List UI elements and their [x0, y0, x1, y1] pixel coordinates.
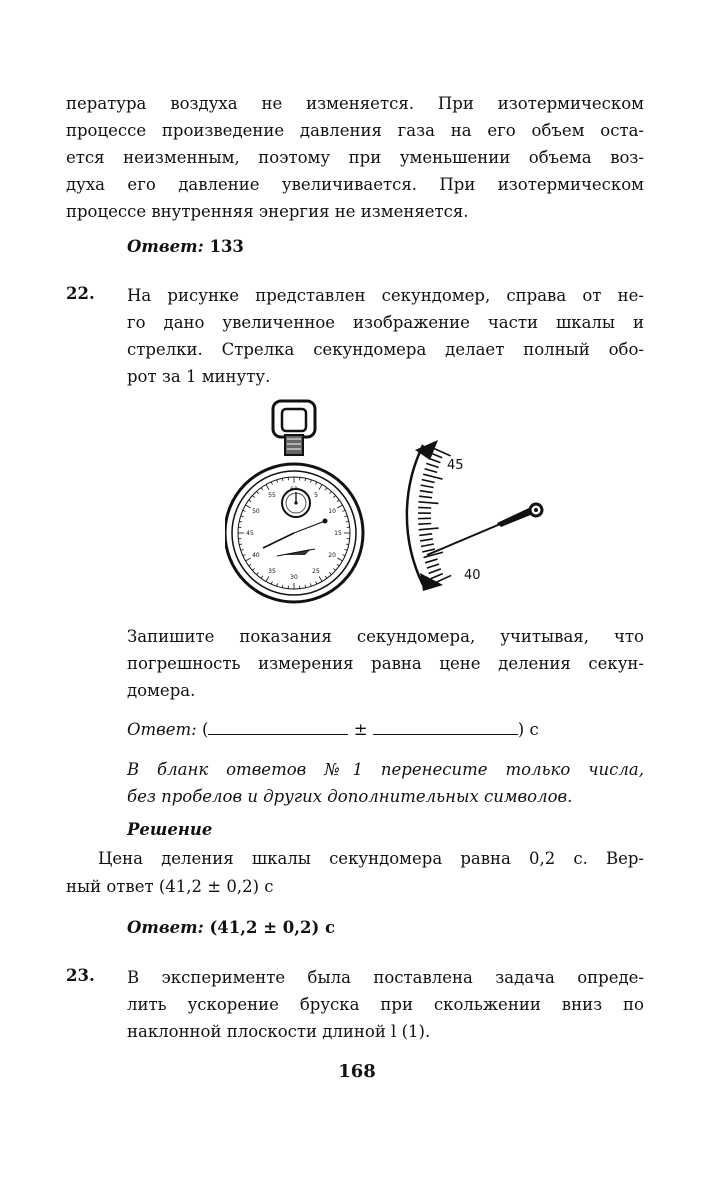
solution-answer-value: (41,2 ± 0,2) с: [209, 918, 336, 937]
intro-line-4: духа его давление увеличивается. При изотермическом: [66, 175, 644, 194]
scale-tick: [418, 507, 431, 508]
q22-line-1: На рисунке представлен секундомер, справа от не-: [127, 286, 644, 305]
instruction-line-3: домера.: [127, 681, 196, 700]
solution-line-1: Цена деления шкалы секундомера равна 0,2 с. Вер-: [98, 849, 644, 868]
dial-number: 25: [312, 568, 320, 576]
scale-tick: [419, 528, 439, 530]
q23-line-1: В эксперименте была поставлена задача опреде-: [127, 968, 644, 987]
plus-minus-sign: ±: [353, 720, 368, 739]
enlarged-hand: [427, 504, 542, 555]
scale-tick: [419, 502, 439, 504]
solution-line-2: ный ответ (41,2 ± 0,2) с: [66, 877, 274, 896]
scale-tick: [420, 539, 433, 541]
previous-answer: [127, 237, 244, 256]
answer-value-blank[interactable]: [208, 720, 348, 735]
instruction-line-2: погрешность измерения равна цене деления секун-: [127, 654, 644, 673]
answer-close-unit: ) с: [517, 720, 539, 739]
scale-tick: [419, 534, 432, 536]
scale-tick: [431, 574, 443, 579]
dial-number: 50: [252, 508, 260, 515]
q23-line-3: наклонной плоскости длиной l (1).: [127, 1022, 431, 1041]
solution-answer-label: Ответ:: [127, 918, 204, 937]
dial-number: 45: [246, 530, 254, 537]
scale-tick: [427, 564, 439, 568]
dial-number: 35: [268, 568, 276, 576]
scale-tick: [426, 463, 438, 467]
scale-tick: [419, 496, 432, 497]
intro-line-1: пература воздуха не изменяется. При изотермическом: [66, 94, 644, 113]
dial-number: 10: [328, 508, 336, 515]
dial-number: 20: [328, 552, 336, 559]
answer-form-label: Ответ:: [127, 720, 197, 739]
answer-label: Ответ:: [127, 237, 204, 256]
q22-line-2: го дано увеличенное изображение части шкалы и: [127, 313, 644, 332]
page-number: 168: [338, 1061, 376, 1082]
scale-tick: [425, 559, 437, 563]
intro-line-2: процессе произведение давления газа на его объем оста-: [66, 121, 644, 140]
answer-open-paren: (: [202, 720, 209, 739]
scale-tick: [423, 474, 442, 479]
question-22-number: 22.: [66, 284, 95, 303]
solution-answer: [127, 918, 335, 937]
enlarged-scale: [407, 440, 542, 591]
dial-number: 40: [252, 552, 260, 559]
question-23-number: 23.: [66, 966, 95, 985]
intro-line-5: процессе внутренняя энергия не изменяется.: [66, 202, 469, 221]
note-line-2: без пробелов и других дополнительных символов.: [127, 787, 573, 806]
answer-form: [127, 720, 539, 739]
dial-number: 15: [334, 530, 342, 537]
scale-tick: [418, 524, 431, 525]
dial-number: 30: [290, 574, 298, 581]
stopwatch-crown: [273, 401, 315, 455]
scale-tick: [425, 469, 437, 473]
scale-tick: [422, 480, 435, 483]
scale-tick: [420, 491, 433, 493]
note-line-1: В бланк ответов №1 перенесите только числа,: [127, 760, 644, 779]
stopwatch-figure: [225, 395, 565, 615]
scale-label-45: 45: [447, 458, 464, 473]
scale-tick: [421, 485, 434, 487]
sub-dial: [282, 489, 310, 517]
scale-label-40: 40: [464, 568, 481, 583]
q22-line-4: рот за 1 минуту.: [127, 367, 271, 386]
instruction-line-1: Запишите показания секундомера, учитывая, что: [127, 627, 644, 646]
solution-heading: Решение: [127, 820, 213, 839]
intro-line-3: ется неизменным, поэтому при уменьшении объема воз-: [66, 148, 644, 167]
dial-number: 55: [268, 491, 276, 499]
q23-line-2: лить ускорение бруска при скольжении вниз по: [127, 995, 644, 1014]
dial-number: 5: [314, 491, 318, 499]
scale-tick: [429, 569, 441, 574]
answer-value: 133: [209, 237, 244, 256]
q22-line-3: стрелки. Стрелка секундомера делает полный обо-: [127, 340, 644, 359]
scale-tick: [421, 544, 434, 546]
answer-error-blank[interactable]: [373, 720, 518, 735]
